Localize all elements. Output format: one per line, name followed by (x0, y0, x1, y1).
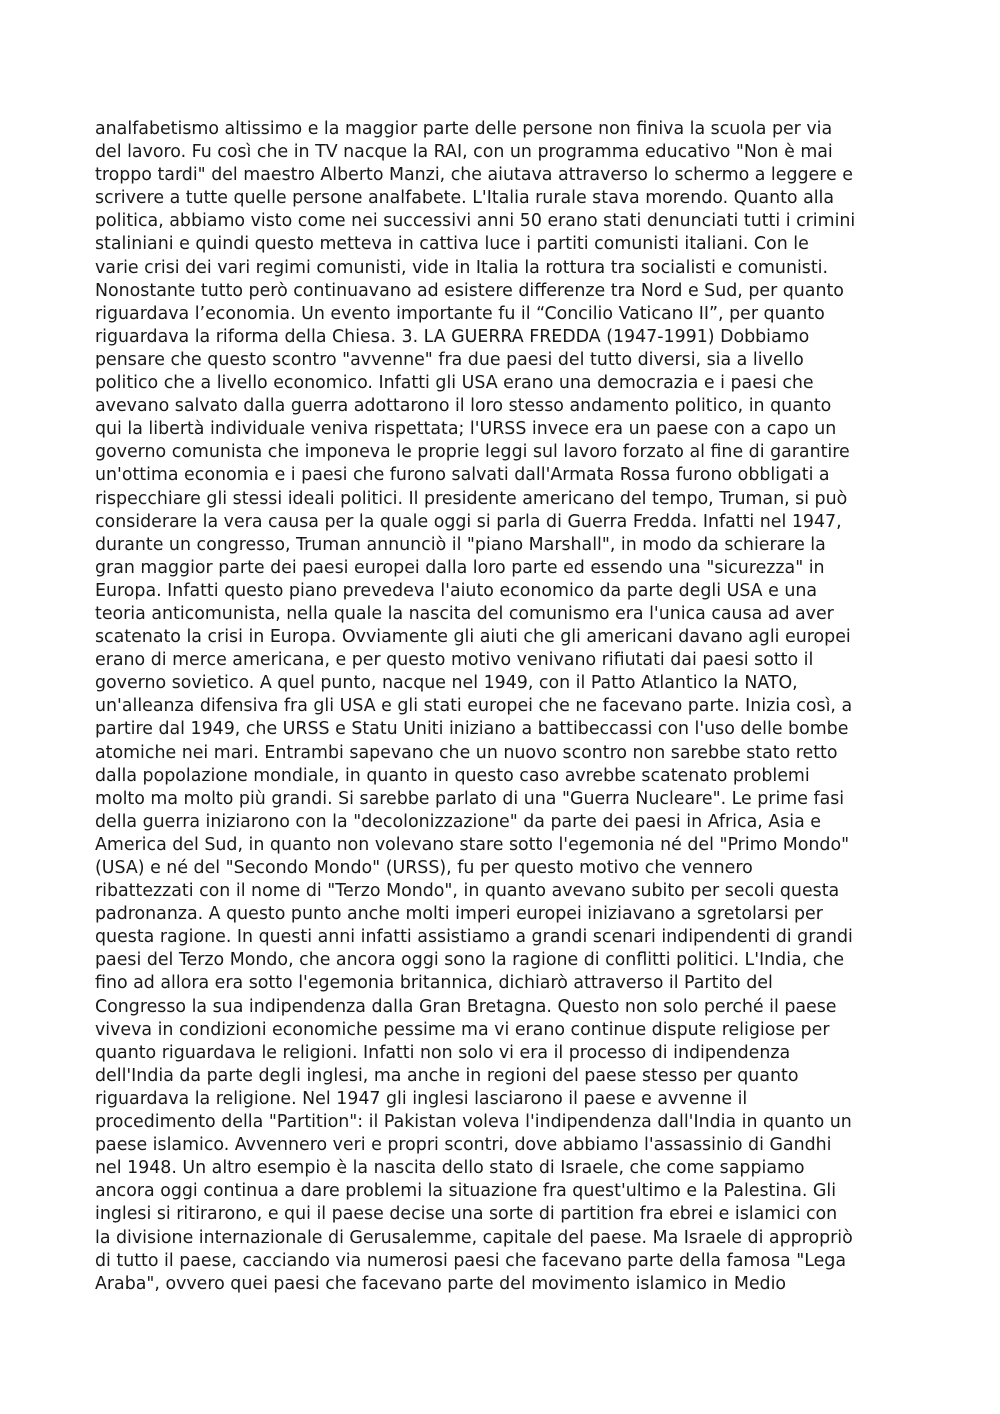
text-line: riguardava la religione. Nel 1947 gli inglesi lasciarono il paese e avvenne il (95, 1088, 748, 1109)
text-line: padronanza. A questo punto anche molti imperi europei iniziavano a sgretolarsi per (95, 904, 823, 925)
text-line: ancora oggi continua a dare problemi la situazione fra quest'ultimo e la Palestina. Gli (95, 1181, 837, 1202)
text-line: rispecchiare gli stessi ideali politici. Il presidente americano del tempo, Truman, si può (95, 488, 848, 509)
text-line: varie crisi dei vari regimi comunisti, vide in Italia la rottura tra socialisti e comunisti. (95, 257, 829, 278)
text-line: riguardava la riforma della Chiesa. 3. LA GUERRA FREDDA (1947-1991) Dobbiamo (95, 326, 810, 347)
text-line: pensare che questo scontro "avvenne" fra due paesi del tutto diversi, sia a livello (95, 349, 804, 370)
body-text (95, 118, 915, 1296)
text-line: viveva in condizioni economiche pessime ma vi erano continue dispute religiose per (95, 1019, 830, 1040)
text-line: teoria anticomunista, nella quale la nascita del comunismo era l'unica causa ad aver (95, 603, 834, 624)
text-line: partire dal 1949, che URSS e Statu Uniti iniziano a battibeccassi con l'uso delle bombe (95, 719, 849, 740)
text-line: questa ragione. In questi anni infatti assistiamo a grandi scenari indipendenti di grandi (95, 927, 853, 948)
text-line: riguardava l’economia. Un evento importante fu il “Concilio Vaticano II”, per quanto (95, 303, 825, 324)
text-line: scatenato la crisi in Europa. Ovviamente gli aiuti che gli americani davano agli europei (95, 627, 851, 648)
text-line: dalla popolazione mondiale, in quanto in questo caso avrebbe scatenato problemi (95, 765, 810, 786)
text-line: analfabetismo altissimo e la maggior parte delle persone non finiva la scuola per via (95, 119, 833, 139)
text-line: (USA) e né del "Secondo Mondo" (URSS), fu per questo motivo che vennero (95, 858, 753, 878)
text-line: scrivere a tutte quelle persone analfabete. L'Italia rurale stava morendo. Quanto alla (95, 188, 835, 209)
text-line: quanto riguardava le religioni. Infatti non solo vi era il processo di indipendenza (95, 1042, 791, 1063)
text-line: un'alleanza difensiva fra gli USA e gli stati europei che ne facevano parte. Inizia così, a (95, 696, 853, 717)
text-line: fino ad allora era sotto l'egemonia britannica, dichiarò attraverso il Partito del (95, 973, 773, 994)
text-line: Araba", ovvero quei paesi che facevano parte del movimento islamico in Medio (95, 1273, 787, 1294)
text-line: un'ottima economia e i paesi che furono salvati dall'Armata Rossa furono obbligati a (95, 465, 830, 486)
text-line: ribattezzati con il nome di "Terzo Mondo", in quanto avevano subito per secoli questa (95, 881, 840, 902)
text-line: America del Sud, in quanto non volevano stare sotto l'egemonia né del "Primo Mondo" (95, 834, 850, 855)
text-line: staliniani e quindi questo metteva in cattiva luce i partiti comunisti italiani. Con le (95, 234, 809, 255)
text-line: Europa. Infatti questo piano prevedeva l'aiuto economico da parte degli USA e una (95, 580, 818, 601)
text-line: inglesi si ritirarono, e qui il paese decise una sorte di partition fra ebrei e islamici con (95, 1204, 838, 1225)
text-line: paesi del Terzo Mondo, che ancora oggi sono la ragione di conflitti politici. L'India, che (95, 950, 845, 971)
text-line: Nonostante tutto però continuavano ad esistere differenze tra Nord e Sud, per quanto (95, 280, 844, 301)
text-line: del lavoro. Fu così che in TV nacque la RAI, con un programma educativo "Non è mai (95, 142, 833, 163)
text-line: avevano salvato dalla guerra adottarono il loro stesso andamento politico, in quanto (95, 396, 832, 417)
text-line: molto ma molto più grandi. Si sarebbe parlato di una "Guerra Nucleare". Le prime fasi (95, 788, 845, 809)
text-line: dell'India da parte degli inglesi, ma anche in regioni del paese stesso per quanto (95, 1065, 799, 1086)
text-line: erano di merce americana, e per questo motivo venivano rifiutati dai paesi sotto il (95, 650, 814, 671)
text-line: governo sovietico. A quel punto, nacque nel 1949, con il Patto Atlantico la NATO, (95, 673, 798, 694)
text-line: procedimento della "Partition": il Pakistan voleva l'indipendenza dall'India in quanto un (95, 1112, 852, 1133)
text-line: atomiche nei mari. Entrambi sapevano che un nuovo scontro non sarebbe stato retto (95, 742, 838, 763)
text-line: politica, abbiamo visto come nei successivi anni 50 erano stati denunciati tutti i crimini (95, 211, 856, 232)
text-line: di tutto il paese, cacciando via numerosi paesi che facevano parte della famosa "Lega (95, 1250, 846, 1271)
text-line: paese islamico. Avvennero veri e propri scontri, dove abbiamo l'assassinio di Gandhi (95, 1135, 832, 1156)
text-line: politico che a livello economico. Infatti gli USA erano una democrazia e i paesi che (95, 373, 814, 394)
text-line: governo comunista che imponeva le proprie leggi sul lavoro forzato al fine di garantire (95, 442, 850, 463)
text-line: considerare la vera causa per la quale oggi si parla di Guerra Fredda. Infatti nel 1947, (95, 511, 842, 532)
text-line: troppo tardi" del maestro Alberto Manzi, che aiutava attraverso lo schermo a leggere e (95, 165, 853, 186)
text-line: durante un congresso, Truman annunciò il "piano Marshall", in modo da schierare la (95, 534, 826, 555)
text-line: nel 1948. Un altro esempio è la nascita dello stato di Israele, che come sappiamo (95, 1158, 805, 1179)
text-line: la divisione internazionale di Gerusalemme, capitale del paese. Ma Israele di appropriò (95, 1227, 853, 1248)
text-line: gran maggior parte dei paesi europei dalla loro parte ed essendo una "sicurezza" in (95, 557, 825, 578)
text-line: della guerra iniziarono con la "decolonizzazione" da parte dei paesi in Africa, Asia e (95, 811, 821, 832)
text-line: Congresso la sua indipendenza dalla Gran Bretagna. Questo non solo perché il paese (95, 996, 837, 1017)
text-line: qui la libertà individuale veniva rispettata; l'URSS invece era un paese con a capo un (95, 419, 837, 440)
